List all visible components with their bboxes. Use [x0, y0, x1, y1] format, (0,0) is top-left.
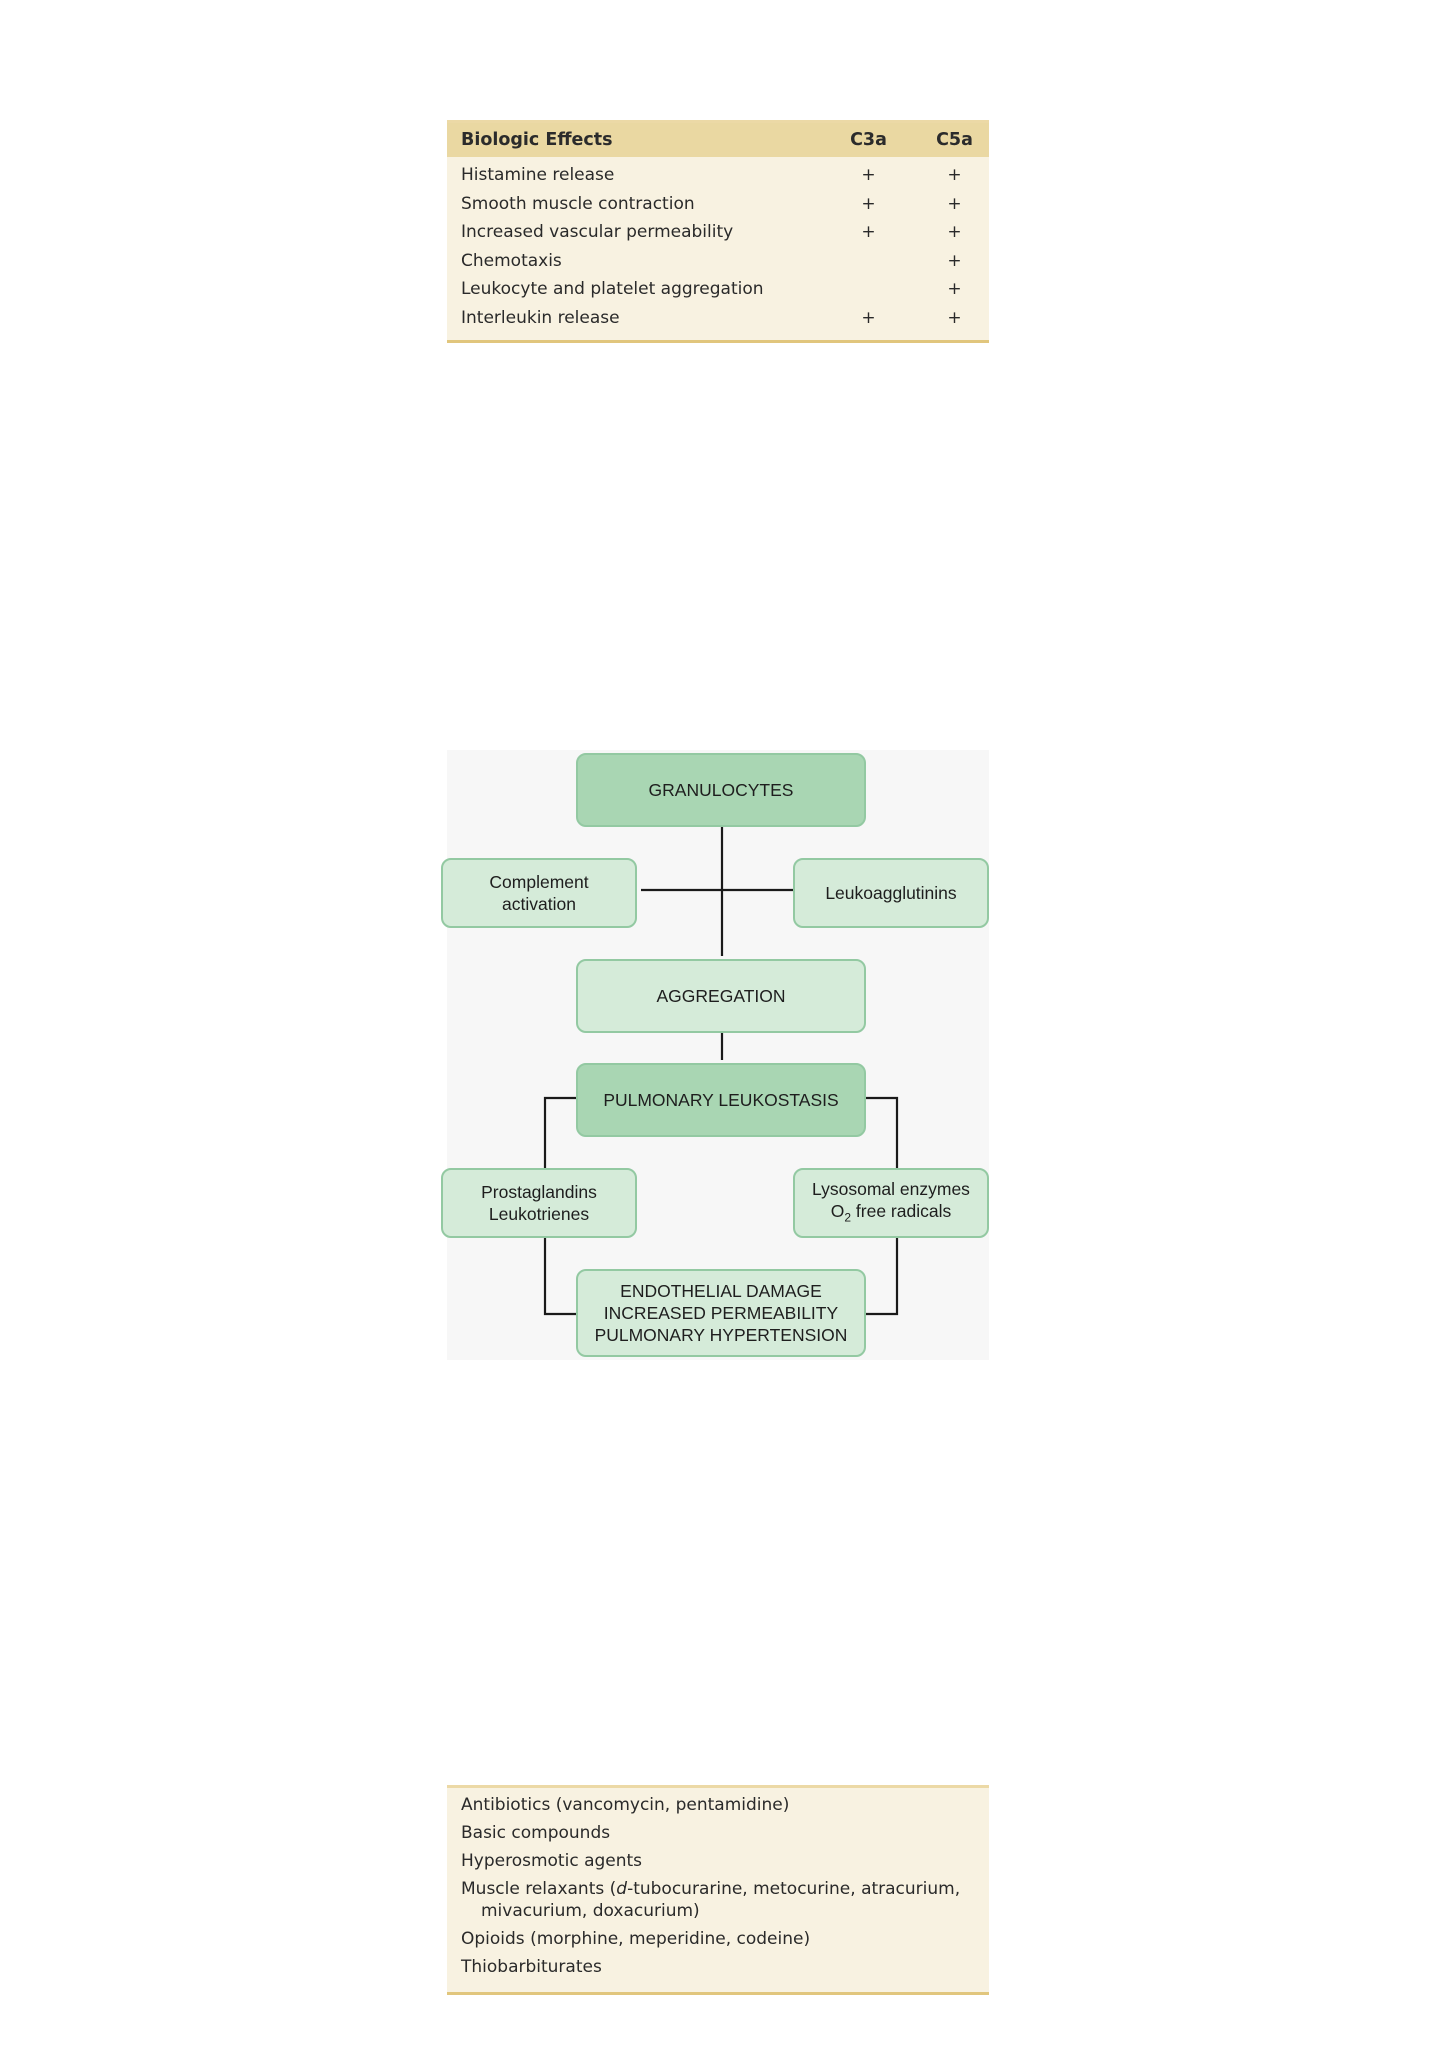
o2-main: O — [830, 1200, 845, 1221]
c5a-cell: + — [947, 279, 962, 300]
c5a-cell: + — [947, 165, 962, 186]
item-text: Basic compounds — [461, 1823, 611, 1843]
effect-cell: Increased vascular permeability — [461, 222, 734, 243]
connector-right-to-damage — [863, 1238, 897, 1314]
connector-right-down — [863, 1098, 897, 1168]
table-row — [447, 218, 989, 247]
header-c3a: C3a — [850, 130, 887, 150]
leukostasis-flow-diagram — [447, 750, 989, 1360]
item-italic: d — [616, 1879, 628, 1899]
complement-line1: Complement — [489, 872, 589, 892]
item-text: Hyperosmotic agents — [461, 1851, 643, 1871]
list-item — [447, 1822, 989, 1844]
aggregation-label: AGGREGATION — [656, 986, 786, 1006]
leukotrienes-label: Leukotrienes — [488, 1204, 590, 1224]
prostaglandins-label: Prostaglandins — [481, 1182, 597, 1202]
header-biologic-effects: Biologic Effects — [461, 130, 613, 150]
c5a-cell: + — [947, 193, 962, 214]
complement-line2: activation — [502, 894, 576, 914]
table-row — [447, 247, 989, 276]
damage-line2: INCREASED PERMEABILITY — [603, 1303, 839, 1323]
o2-free-radicals-label — [812, 1200, 970, 1229]
c5a-cell: + — [947, 250, 962, 271]
c3a-cell: + — [861, 222, 876, 243]
c3a-cell: + — [861, 307, 876, 328]
lysosomal-enzymes-box — [793, 1168, 989, 1238]
table-row — [447, 161, 989, 190]
c5a-cell: + — [947, 307, 962, 328]
item-text: Opioids (morphine, meperidine, codeine) — [461, 1929, 811, 1949]
table-header — [447, 123, 989, 157]
endothelial-damage-box — [576, 1269, 866, 1357]
prostaglandins-box — [441, 1168, 637, 1238]
item-continuation: mivacurium, doxacurium) — [481, 1901, 700, 1921]
leukoagglutinins-label: Leukoagglutinins — [825, 883, 957, 903]
list-item — [447, 1878, 989, 1922]
c3a-cell: + — [861, 193, 876, 214]
damage-line1: ENDOTHELIAL DAMAGE — [620, 1281, 822, 1301]
granulocytes-label: GRANULOCYTES — [648, 780, 794, 800]
damage-line3: PULMONARY HYPERTENSION — [594, 1325, 848, 1345]
drug-list-table — [447, 1785, 989, 1995]
effect-cell: Chemotaxis — [461, 250, 562, 271]
o2-rest: free radicals — [851, 1200, 952, 1221]
granulocytes-box — [576, 753, 866, 827]
pulmonary-leukostasis-box — [576, 1063, 866, 1137]
connector-left-down — [545, 1098, 580, 1168]
leukoagglutinins-box — [793, 858, 989, 928]
list-item — [447, 1956, 989, 1978]
header-c5a: C5a — [936, 130, 973, 150]
lysosomal-enzymes-label: Lysosomal enzymes — [812, 1178, 970, 1199]
aggregation-box — [576, 959, 866, 1033]
biologic-effects-table — [447, 120, 989, 343]
c5a-cell: + — [947, 222, 962, 243]
table-row — [447, 304, 989, 333]
effect-cell: Interleukin release — [461, 307, 620, 328]
item-suffix: -tubocurarine, metocurine, atracurium, — [627, 1879, 961, 1899]
complement-activation-box — [441, 858, 637, 928]
item-text: Thiobarbiturates — [461, 1957, 602, 1977]
table-row — [447, 275, 989, 304]
item-text: Antibiotics (vancomycin, pentamidine) — [461, 1795, 790, 1815]
effect-cell: Leukocyte and platelet aggregation — [461, 279, 764, 300]
table-row — [447, 190, 989, 219]
connector-left-to-damage — [545, 1238, 580, 1314]
list-item — [447, 1928, 989, 1950]
effect-cell: Histamine release — [461, 165, 615, 186]
c3a-cell: + — [861, 165, 876, 186]
o2-subscript: 2 — [844, 1210, 852, 1225]
list-item — [447, 1794, 989, 1816]
effect-cell: Smooth muscle contraction — [461, 193, 695, 214]
list-item — [447, 1850, 989, 1872]
pulmonary-leukostasis-label: PULMONARY LEUKOSTASIS — [603, 1090, 839, 1110]
item-prefix: Muscle relaxants ( — [461, 1879, 617, 1899]
